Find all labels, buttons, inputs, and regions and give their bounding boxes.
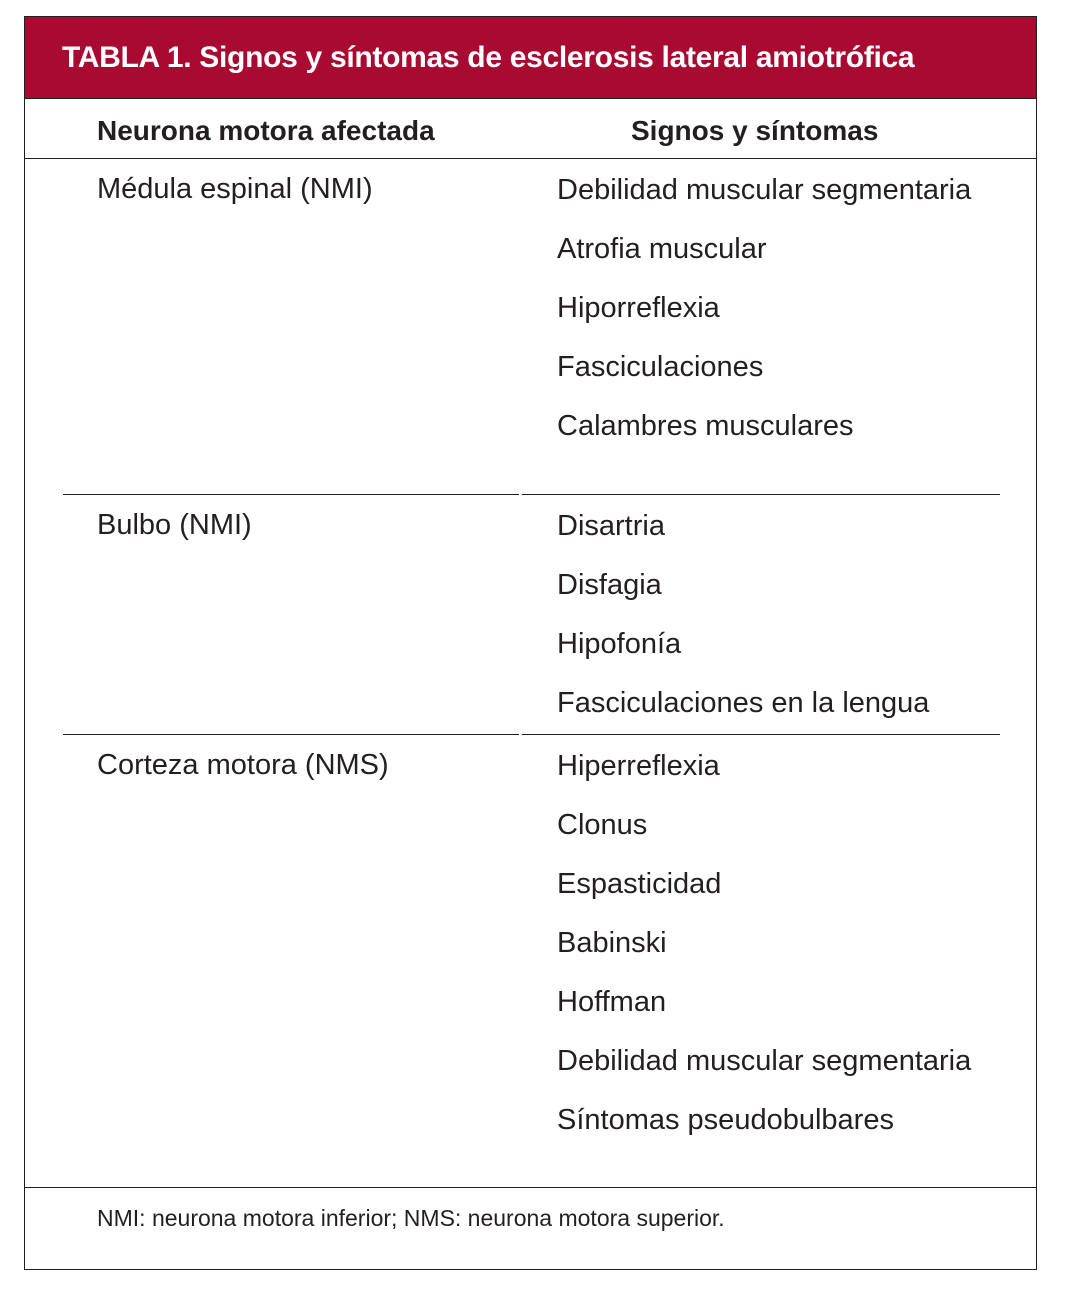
- sign-item: Clonus: [557, 809, 648, 841]
- sign-list: [557, 507, 1021, 743]
- sign-item: Hiporreflexia: [557, 292, 720, 324]
- column-header-signs: Signos y síntomas: [631, 115, 879, 146]
- sign-item: Fasciculaciones en la lengua: [557, 687, 930, 719]
- sign-item: Hoffman: [557, 986, 667, 1018]
- sign-item: Espasticidad: [557, 868, 722, 900]
- column-header-neuron: Neurona motora afectada: [97, 115, 435, 146]
- header-divider: [25, 158, 1036, 159]
- sign-item: Atrofia muscular: [557, 233, 767, 265]
- table-frame: [24, 16, 1037, 1270]
- sign-item: Debilidad muscular segmentaria: [557, 1045, 972, 1077]
- row-divider: [63, 734, 519, 735]
- table-footnote: NMI: neurona motora inferior; NMS: neurona motora superior.: [97, 1205, 725, 1231]
- sign-item: Calambres musculares: [557, 410, 854, 442]
- sign-item: Disfagia: [557, 569, 662, 601]
- row-divider: [522, 494, 1000, 495]
- sign-list: [557, 171, 1021, 466]
- sign-item: Hiperreflexia: [557, 750, 720, 782]
- table-title-bar: [25, 17, 1036, 99]
- neuron-cell: Bulbo (NMI): [97, 509, 252, 541]
- row-divider: [63, 494, 519, 495]
- footer-divider: [25, 1187, 1036, 1188]
- table-title: TABLA 1. Signos y síntomas de esclerosis lateral amiotrófica: [62, 41, 915, 74]
- sign-list: [557, 747, 1021, 1160]
- sign-item: Disartria: [557, 510, 665, 542]
- sign-item: Síntomas pseudobulbares: [557, 1104, 894, 1136]
- neuron-cell: Médula espinal (NMI): [97, 173, 373, 205]
- sign-item: Fasciculaciones: [557, 351, 764, 383]
- sign-item: Hipofonía: [557, 628, 682, 660]
- neuron-cell: Corteza motora (NMS): [97, 749, 389, 781]
- row-divider: [522, 734, 1000, 735]
- sign-item: Babinski: [557, 927, 667, 959]
- sign-item: Debilidad muscular segmentaria: [557, 174, 972, 206]
